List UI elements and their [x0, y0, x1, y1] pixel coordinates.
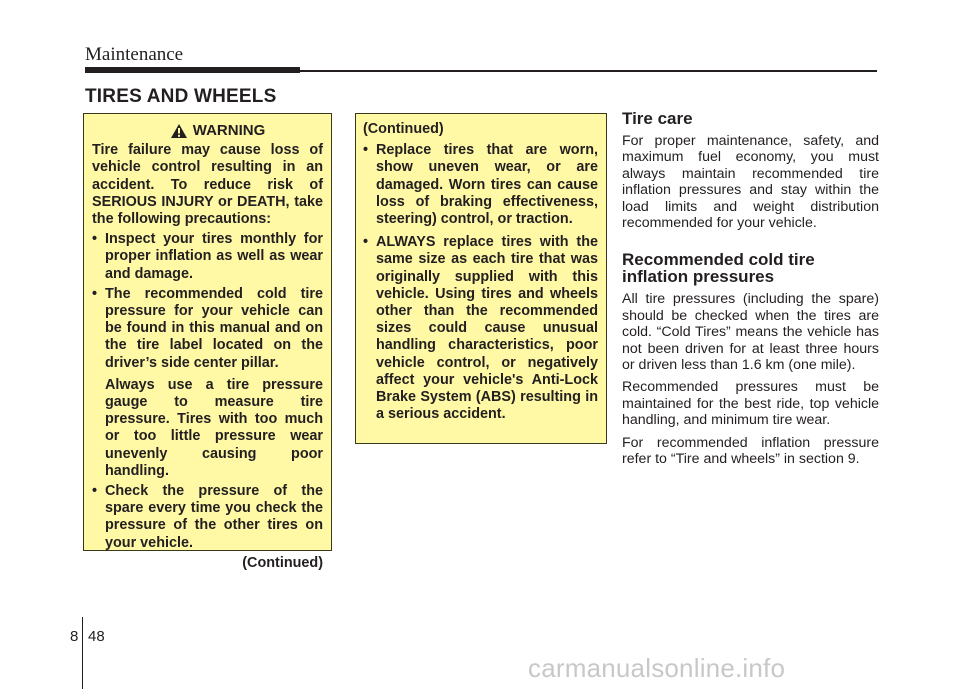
list-item: • ALWAYS replace tires with the same size as each tire that was originally supplied with this vehicle. Using tires and wheels other than the recommended sizes could cause unusual handling characteristics, poor vehicle control, or negatively affect your vehicle's Anti-Lock Brake System (ABS) resulting in a serious accident. [363, 234, 598, 423]
warning-box [83, 113, 332, 571]
header-rule-thick [85, 67, 300, 73]
warning-triangle-icon [170, 123, 188, 139]
list-item: • The recommended cold tire pressure for your vehicle can be found in this manual and on the tire label located on the driver’s side center pillar. Always use a tire pressure gauge to measure tire pressure. Tires with too much or too little pressure wear unevenly causing poor handling. [92, 285, 323, 479]
warning-intro: Tire failure may cause loss of vehicle control resulting in an accident. To reduce risk of SERIOUS INJURY or DEATH, take the following precautions: [92, 142, 323, 228]
watermark: carmanualsonline.info [528, 653, 786, 683]
section-title: TIRES AND WHEELS [85, 86, 277, 107]
header-rule-thin [300, 70, 877, 72]
continued-warning-box [355, 113, 607, 444]
bullet-text: Check the pressure of the spare every time you check the pressure of the other tires on your vehicle. [105, 483, 323, 551]
cold-pressure-paragraph: All tire pressures (including the spare) should be checked when the tires are cold. “Cold Tires” means the vehicle has not been driven for at least three hours or driven less than 1.6 km (one mile). [622, 291, 879, 374]
warning-heading [112, 122, 323, 139]
list-item: • Replace tires that are worn, show uneven wear, or are damaged. Worn tires can cause loss of braking effectiveness, steering) control, or traction. [363, 142, 598, 228]
maintain-pressure-paragraph: Recommended pressures must be maintained for the best ride, top vehicle handling, and minimum tire wear. [622, 379, 879, 429]
bullet-sub-paragraph: Always use a tire pressure gauge to measure tire pressure. Tires with too much or too little pressure wear unevenly causing poor handling. [105, 376, 323, 479]
bullet-text: Inspect your tires monthly for proper inflation as well as wear and damage. [105, 231, 323, 282]
list-item: • Check the pressure of the spare every time you check the pressure of the other tires on your vehicle. [92, 483, 323, 551]
warning-bullet-list [92, 231, 323, 552]
bullet-text: The recommended cold tire pressure for your vehicle can be found in this manual and on the tire label located on the driver’s side center pillar. [105, 285, 323, 371]
continued-label: (Continued) [363, 121, 444, 137]
continued-bullet-list [363, 142, 598, 423]
tire-care-column [622, 110, 879, 474]
continued-label: (Continued) [242, 554, 323, 571]
chapter-number: 8 [70, 628, 79, 645]
inflation-reference-paragraph: For recommended inflation pressure refer to “Tire and wheels” in section 9. [622, 434, 879, 468]
tire-care-heading: Tire care [622, 109, 693, 128]
bullet-text: ALWAYS replace tires with the same size as each tire that was originally supplied with this vehicle. Using tires and wheels other than the recommended sizes could cause unusual handling characteristics, poor vehicle control, or negatively affect your vehicle's Anti-Lock Brake System (ABS) resulting in a serious accident. [376, 234, 598, 423]
list-item: • Inspect your tires monthly for proper inflation as well as wear and damage. [92, 231, 323, 282]
page-header-title: Maintenance [85, 44, 184, 65]
footer-divider [82, 617, 83, 689]
cold-pressure-heading: Recommended cold tire inflation pressures [622, 250, 815, 287]
tire-care-paragraph: For proper maintenance, safety, and maximum fuel economy, you must always maintain recommended tire inflation pressures and stay within the load limits and weight distribution recommended for your vehicle. [622, 133, 879, 232]
bullet-text: Replace tires that are worn, show uneven wear, or are damaged. Worn tires can cause loss of braking effectiveness, steering) control, or traction. [376, 142, 598, 228]
warning-heading-label: WARNING [192, 122, 266, 139]
page-number: 48 [88, 628, 105, 645]
